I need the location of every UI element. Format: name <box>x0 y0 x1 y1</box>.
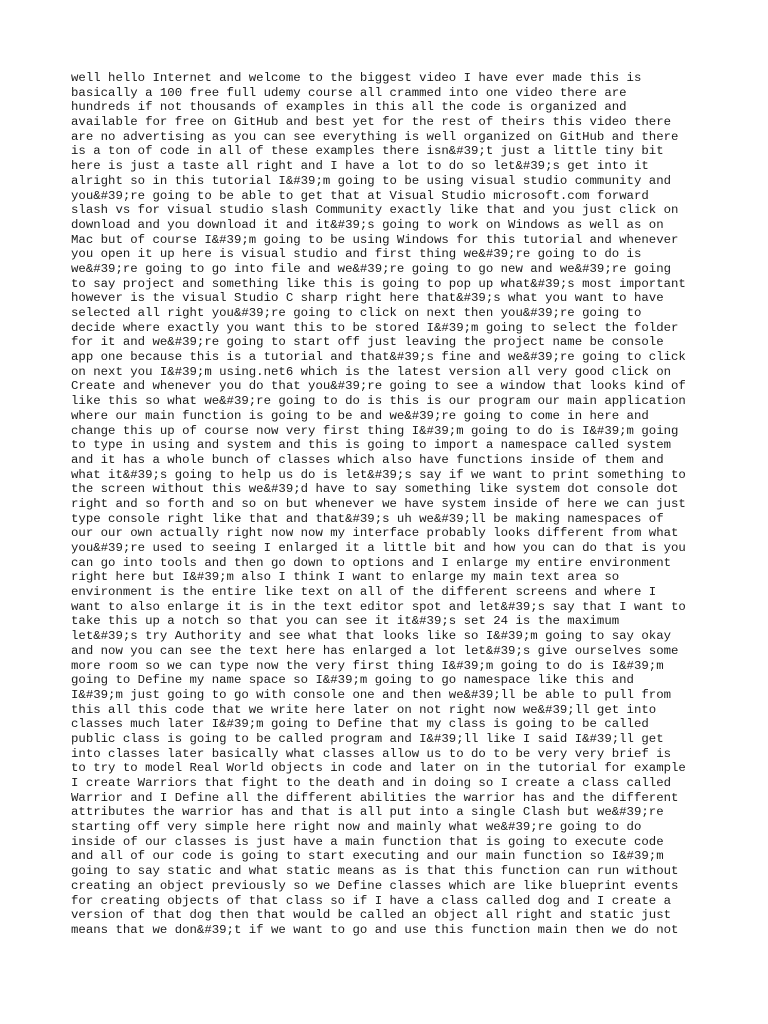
text-line: for it and we&#39;re going to start off just leaving the project name be console <box>71 335 664 350</box>
text-line: well hello Internet and welcome to the biggest video I have ever made this is <box>71 71 642 85</box>
text-line: I&#39;m just going to go with console one and then we&#39;ll be able to pull from <box>71 687 672 702</box>
text-line: we&#39;re going to go into file and we&#39;re going to go new and we&#39;re going <box>71 261 672 276</box>
text-line: however is the visual Studio C sharp right here that&#39;s what you want to have <box>71 291 664 306</box>
text-line: Create and whenever you do that you&#39;re going to see a window that looks kind of <box>71 379 686 394</box>
text-line: to type in using and system and this is going to import a namespace called system <box>71 438 672 453</box>
text-line: are no advertising as you can see everything is well organized on GitHub and there <box>71 129 679 144</box>
text-line: and now you can see the text here has enlarged a lot let&#39;s give ourselves some <box>71 643 679 658</box>
text-line: for creating objects of that class so if I have a class called dog and I create a <box>71 893 672 908</box>
text-line: alright so in this tutorial I&#39;m going to be using visual studio community and <box>71 173 672 188</box>
text-line: and all of our code is going to start executing and our main function so I&#39;m <box>71 849 664 864</box>
text-line: right and so forth and so on but whenever we have system inside of here we can just <box>71 496 686 511</box>
text-line: Warrior and I Define all the different abilities the warrior has and the different <box>71 790 679 805</box>
text-line: means that we don&#39;t if we want to go and use this function main then we do not <box>71 922 679 937</box>
text-line: take this up a notch so that you can see it it&#39;s set 24 is the maximum <box>71 614 620 629</box>
text-line: and it has a whole bunch of classes which also have functions inside of them and <box>71 452 664 467</box>
text-line: slash vs for visual studio slash Community exactly like that and you just click on <box>71 203 679 218</box>
text-line: inside of our classes is just have a main function that is going to execute code <box>71 834 664 849</box>
text-line: attributes the warrior has and that is all put into a single Clash but we&#39;re <box>71 805 664 820</box>
text-line: change this up of course now very first thing I&#39;m going to do is I&#39;m going <box>71 423 679 438</box>
text-line: starting off very simple here right now and mainly what we&#39;re going to do <box>71 820 642 835</box>
text-line: available for free on GitHub and best yet for the rest of theirs this video there <box>71 115 672 130</box>
text-line: I create Warriors that fight to the death and in doing so I create a class called <box>71 776 672 790</box>
text-line: what it&#39;s going to help us do is let&#39;s say if we want to print something to <box>71 467 686 482</box>
text-line: creating an object previously so we Define classes which are like blueprint events <box>71 878 679 893</box>
text-line: hundreds if not thousands of examples in this all the code is organized and <box>71 100 627 115</box>
text-line: you open it up here is visual studio and first thing we&#39;re going to do is <box>71 247 642 262</box>
text-line: environment is the entire like text on all of the different screens and where I <box>71 585 657 600</box>
text-line: right here but I&#39;m also I think I want to enlarge my main text area so <box>71 570 620 585</box>
text-line: here is just a taste all right and I have a lot to do so let&#39;s get into it <box>71 159 649 174</box>
text-line: this all this code that we write here later on not right now we&#39;ll get into <box>71 702 657 717</box>
text-line: is a ton of code in all of these examples there isn&#39;t just a little tiny bit <box>71 144 664 159</box>
text-line: to try to model Real World objects in code and later on in the tutorial for example <box>71 761 686 776</box>
text-line: going to say static and what static means as is that this function can run without <box>71 864 679 879</box>
text-line: want to also enlarge it is in the text editor spot and let&#39;s say that I want to <box>71 599 686 614</box>
text-line: can go into tools and then go down to options and I enlarge my entire environment <box>71 555 672 570</box>
text-line: to say project and something like this is going to pop up what&#39;s most important <box>71 276 686 291</box>
text-line: you&#39;re going to be able to get that at Visual Studio microsoft.com forward <box>71 188 649 203</box>
text-line: you&#39;re used to seeing I enlarged it a little bit and how you can do that is you <box>71 541 686 555</box>
text-line: type console right like that and that&#39;s uh we&#39;ll be making namespaces of <box>71 511 664 526</box>
text-line: basically a 100 free full udemy course all crammed into one video there are <box>71 85 627 100</box>
text-line: going to Define my name space so I&#39;m going to go namespace like this and <box>71 673 634 688</box>
text-line: download and you download it and it&#39;s going to work on Windows as well as on <box>71 217 664 232</box>
text-line: public class is going to be called program and I&#39;ll like I said I&#39;ll get <box>71 731 664 746</box>
text-line: selected all right you&#39;re going to click on next then you&#39;re going to <box>71 306 642 320</box>
text-line: version of that dog then that would be called an object all right and static just <box>71 908 672 923</box>
document-page <box>71 71 701 938</box>
text-line: let&#39;s try Authority and see what that looks like so I&#39;m going to say okay <box>71 629 672 644</box>
text-line: like this so what we&#39;re going to do is this is our program our main application <box>71 394 686 409</box>
text-line: classes much later I&#39;m going to Define that my class is going to be called <box>71 717 649 732</box>
text-line: the screen without this we&#39;d have to say something like system dot console dot <box>71 482 679 497</box>
text-line: more room so we can type now the very first thing I&#39;m going to do is I&#39;m <box>71 658 664 673</box>
text-line: decide where exactly you want this to be stored I&#39;m going to select the folder <box>71 320 679 335</box>
text-line: Mac but of course I&#39;m going to be using Windows for this tutorial and whenever <box>71 232 679 247</box>
text-line: on next you I&#39;m using.net6 which is the latest version all very good click on <box>71 364 672 379</box>
text-line: where our main function is going to be and we&#39;re going to come in here and <box>71 408 649 423</box>
text-line: our our own actually right now now my interface probably looks different from what <box>71 526 679 541</box>
text-line: into classes later basically what classes allow us to do to be very very brief is <box>71 746 672 761</box>
text-line: app one because this is a tutorial and that&#39;s fine and we&#39;re going to click <box>71 350 686 365</box>
